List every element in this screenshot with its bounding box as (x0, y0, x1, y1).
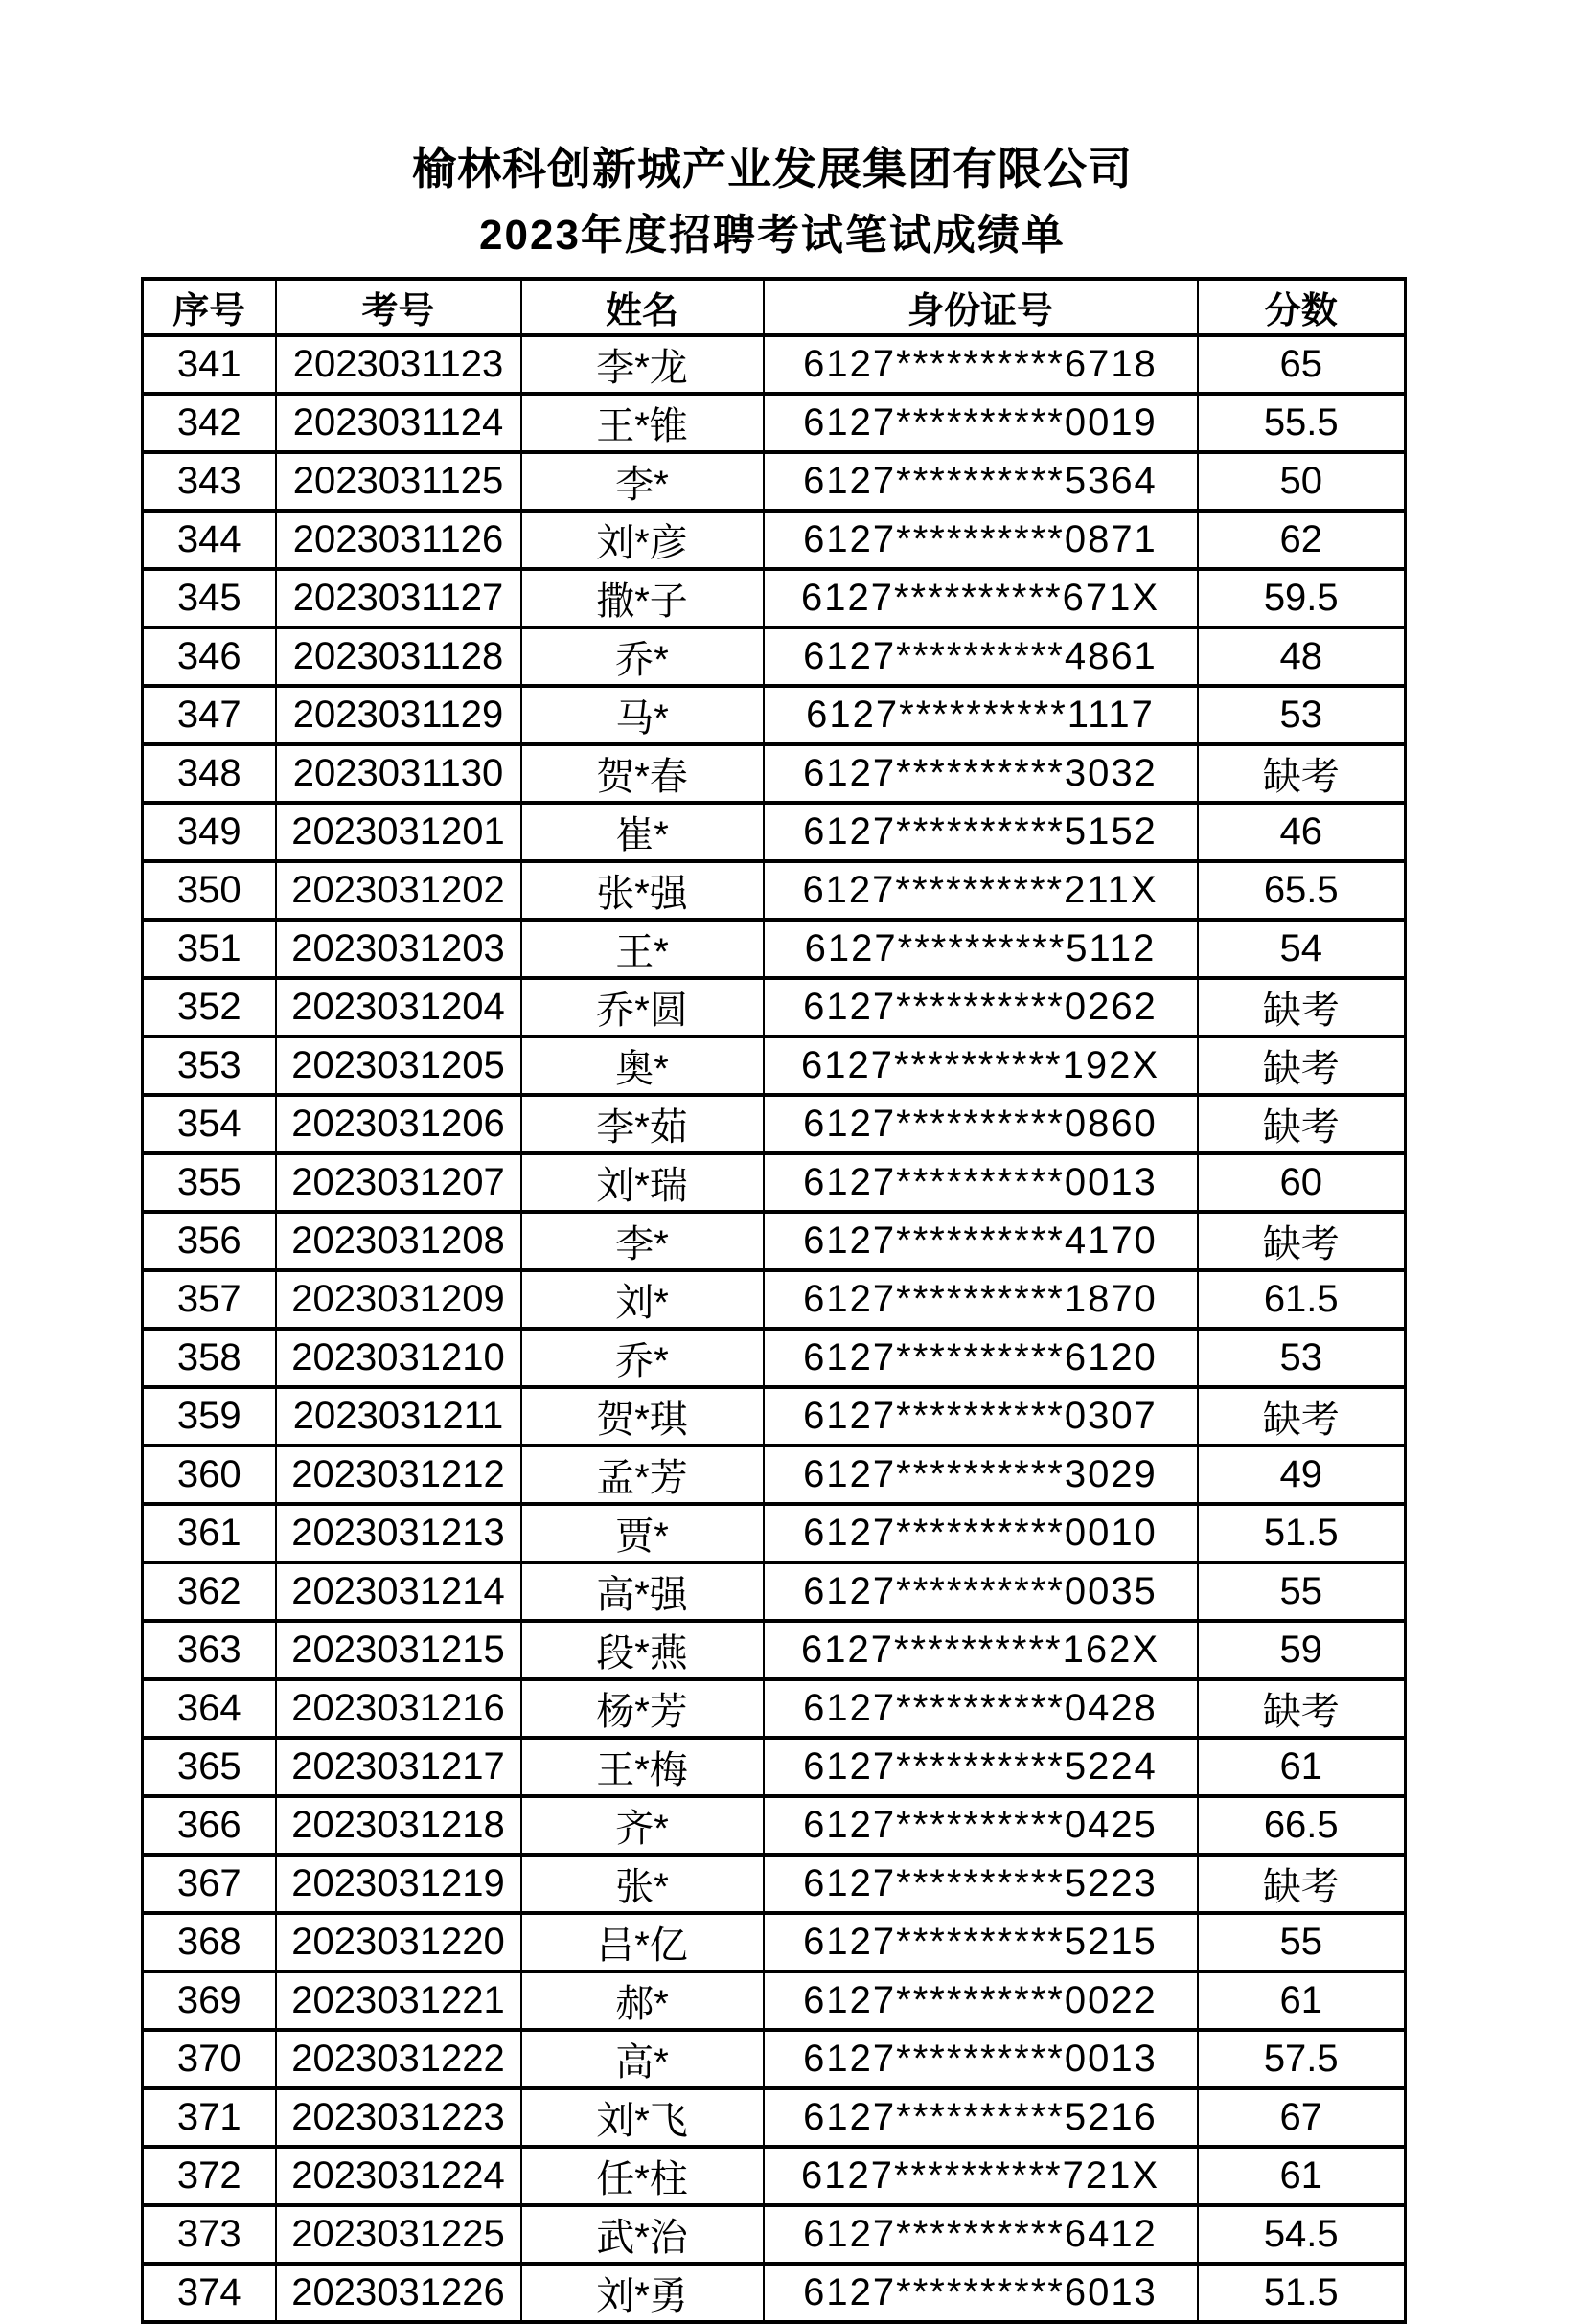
cell-score: 65.5 (1198, 861, 1406, 920)
cell-score: 54 (1198, 920, 1406, 978)
cell-serial: 349 (143, 803, 276, 861)
cell-exam-number: 2023031128 (276, 627, 521, 686)
column-header-id-number: 身份证号 (764, 279, 1198, 335)
table-row (143, 1504, 1406, 1562)
score-table (141, 277, 1407, 2324)
cell-serial: 371 (143, 2088, 276, 2147)
cell-name: 刘*飞 (521, 2088, 764, 2147)
cell-name: 崔* (521, 803, 764, 861)
table-row (143, 2088, 1406, 2147)
cell-exam-number: 2023031208 (276, 1212, 521, 1270)
column-header-exam-number: 考号 (276, 279, 521, 335)
cell-score: 49 (1198, 1446, 1406, 1504)
cell-id-number: 6127**********5224 (764, 1738, 1198, 1796)
cell-score: 62 (1198, 511, 1406, 569)
cell-serial: 364 (143, 1679, 276, 1738)
cell-name: 乔* (521, 627, 764, 686)
cell-serial: 358 (143, 1329, 276, 1387)
table-row (143, 1329, 1406, 1387)
cell-id-number: 6127**********162X (764, 1621, 1198, 1679)
table-row (143, 1446, 1406, 1504)
cell-score: 65 (1198, 335, 1406, 394)
cell-id-number: 6127**********0013 (764, 2030, 1198, 2088)
cell-name: 郝* (521, 1971, 764, 2030)
cell-name: 李*茹 (521, 1095, 764, 1153)
cell-exam-number: 2023031225 (276, 2205, 521, 2264)
cell-serial: 365 (143, 1738, 276, 1796)
cell-id-number: 6127**********5223 (764, 1855, 1198, 1913)
cell-serial: 351 (143, 920, 276, 978)
cell-id-number: 6127**********4861 (764, 627, 1198, 686)
cell-serial: 360 (143, 1446, 276, 1504)
cell-serial: 352 (143, 978, 276, 1037)
cell-name: 武*治 (521, 2205, 764, 2264)
cell-serial: 373 (143, 2205, 276, 2264)
table-row (143, 2264, 1406, 2322)
cell-serial: 374 (143, 2264, 276, 2322)
table-row (143, 1679, 1406, 1738)
table-row (143, 569, 1406, 627)
cell-serial: 347 (143, 686, 276, 744)
cell-score: 61 (1198, 2147, 1406, 2205)
cell-score: 59 (1198, 1621, 1406, 1679)
cell-exam-number: 2023031209 (276, 1270, 521, 1329)
cell-score: 61 (1198, 1971, 1406, 2030)
cell-name: 王* (521, 920, 764, 978)
table-row (143, 1913, 1406, 1971)
cell-serial: 361 (143, 1504, 276, 1562)
cell-score: 60 (1198, 1153, 1406, 1212)
cell-score: 55 (1198, 1913, 1406, 1971)
cell-score: 缺考 (1198, 1037, 1406, 1095)
cell-score: 缺考 (1198, 1387, 1406, 1446)
cell-name: 乔* (521, 1329, 764, 1387)
table-row (143, 1153, 1406, 1212)
cell-id-number: 6127**********5364 (764, 452, 1198, 511)
cell-id-number: 6127**********5112 (764, 920, 1198, 978)
table-row (143, 1738, 1406, 1796)
cell-score: 55 (1198, 1562, 1406, 1621)
cell-name: 齐* (521, 1796, 764, 1855)
table-row (143, 452, 1406, 511)
table-row (143, 1971, 1406, 2030)
cell-name: 刘*彦 (521, 511, 764, 569)
cell-name: 吕*亿 (521, 1913, 764, 1971)
cell-id-number: 6127**********3032 (764, 744, 1198, 803)
cell-id-number: 6127**********5215 (764, 1913, 1198, 1971)
cell-id-number: 6127**********192X (764, 1037, 1198, 1095)
cell-exam-number: 2023031224 (276, 2147, 521, 2205)
cell-name: 撒*子 (521, 569, 764, 627)
cell-serial: 356 (143, 1212, 276, 1270)
cell-score: 55.5 (1198, 394, 1406, 452)
cell-serial: 350 (143, 861, 276, 920)
cell-id-number: 6127**********0860 (764, 1095, 1198, 1153)
table-row (143, 978, 1406, 1037)
cell-name: 王*梅 (521, 1738, 764, 1796)
cell-score: 53 (1198, 1329, 1406, 1387)
document-title-subtitle: 2023年度招聘考试笔试成绩单 (479, 211, 1066, 259)
cell-serial: 348 (143, 744, 276, 803)
cell-score: 61.5 (1198, 1270, 1406, 1329)
cell-score: 缺考 (1198, 744, 1406, 803)
cell-score: 缺考 (1198, 1095, 1406, 1153)
cell-score: 46 (1198, 803, 1406, 861)
cell-exam-number: 2023031205 (276, 1037, 521, 1095)
cell-serial: 369 (143, 1971, 276, 2030)
table-row (143, 2147, 1406, 2205)
cell-name: 贾* (521, 1504, 764, 1562)
document-title-company: 榆林科创新城产业发展集团有限公司 (412, 144, 1133, 194)
cell-score: 67 (1198, 2088, 1406, 2147)
table-header-row (143, 279, 1406, 335)
table-row (143, 1562, 1406, 1621)
cell-serial: 344 (143, 511, 276, 569)
cell-score: 57.5 (1198, 2030, 1406, 2088)
cell-serial: 355 (143, 1153, 276, 1212)
cell-serial: 354 (143, 1095, 276, 1153)
cell-id-number: 6127**********0871 (764, 511, 1198, 569)
cell-exam-number: 2023031223 (276, 2088, 521, 2147)
cell-name: 李* (521, 452, 764, 511)
cell-id-number: 6127**********211X (764, 861, 1198, 920)
cell-id-number: 6127**********6412 (764, 2205, 1198, 2264)
cell-id-number: 6127**********0425 (764, 1796, 1198, 1855)
table-row (143, 1621, 1406, 1679)
table-row (143, 1855, 1406, 1913)
cell-exam-number: 2023031210 (276, 1329, 521, 1387)
cell-id-number: 6127**********4170 (764, 1212, 1198, 1270)
column-header-name: 姓名 (521, 279, 764, 335)
cell-score: 48 (1198, 627, 1406, 686)
cell-name: 刘* (521, 1270, 764, 1329)
cell-id-number: 6127**********0307 (764, 1387, 1198, 1446)
document-sheet (141, 0, 1404, 2324)
cell-serial: 362 (143, 1562, 276, 1621)
table-row (143, 394, 1406, 452)
table-row (143, 1270, 1406, 1329)
column-header-score: 分数 (1198, 279, 1406, 335)
cell-id-number: 6127**********0262 (764, 978, 1198, 1037)
cell-exam-number: 2023031222 (276, 2030, 521, 2088)
cell-exam-number: 2023031207 (276, 1153, 521, 1212)
table-row (143, 511, 1406, 569)
cell-serial: 363 (143, 1621, 276, 1679)
cell-serial: 368 (143, 1913, 276, 1971)
cell-id-number: 6127**********0013 (764, 1153, 1198, 1212)
cell-score: 51.5 (1198, 1504, 1406, 1562)
cell-score: 53 (1198, 686, 1406, 744)
cell-serial: 367 (143, 1855, 276, 1913)
column-header-serial: 序号 (143, 279, 276, 335)
cell-exam-number: 2023031216 (276, 1679, 521, 1738)
cell-exam-number: 2023031214 (276, 1562, 521, 1621)
cell-name: 刘*瑞 (521, 1153, 764, 1212)
cell-score: 缺考 (1198, 1212, 1406, 1270)
table-row (143, 335, 1406, 394)
table-row (143, 744, 1406, 803)
table-row (143, 627, 1406, 686)
cell-serial: 370 (143, 2030, 276, 2088)
cell-exam-number: 2023031206 (276, 1095, 521, 1153)
table-row (143, 1387, 1406, 1446)
table-row (143, 2030, 1406, 2088)
table-row (143, 803, 1406, 861)
cell-name: 杨*芳 (521, 1679, 764, 1738)
cell-name: 任*柱 (521, 2147, 764, 2205)
cell-id-number: 6127**********1117 (764, 686, 1198, 744)
cell-name: 孟*芳 (521, 1446, 764, 1504)
cell-serial: 345 (143, 569, 276, 627)
table-row (143, 861, 1406, 920)
cell-exam-number: 2023031212 (276, 1446, 521, 1504)
cell-serial: 343 (143, 452, 276, 511)
cell-serial: 366 (143, 1796, 276, 1855)
cell-exam-number: 2023031127 (276, 569, 521, 627)
cell-score: 59.5 (1198, 569, 1406, 627)
cell-name: 贺*春 (521, 744, 764, 803)
cell-exam-number: 2023031217 (276, 1738, 521, 1796)
cell-score: 51.5 (1198, 2264, 1406, 2322)
cell-serial: 359 (143, 1387, 276, 1446)
table-row (143, 1212, 1406, 1270)
cell-serial: 353 (143, 1037, 276, 1095)
cell-id-number: 6127**********5152 (764, 803, 1198, 861)
cell-score: 61 (1198, 1738, 1406, 1796)
cell-exam-number: 2023031220 (276, 1913, 521, 1971)
cell-exam-number: 2023031126 (276, 511, 521, 569)
cell-id-number: 6127**********6120 (764, 1329, 1198, 1387)
table-row (143, 1037, 1406, 1095)
cell-score: 50 (1198, 452, 1406, 511)
cell-name: 王*锥 (521, 394, 764, 452)
cell-exam-number: 2023031124 (276, 394, 521, 452)
table-row (143, 2205, 1406, 2264)
cell-serial: 372 (143, 2147, 276, 2205)
cell-exam-number: 2023031219 (276, 1855, 521, 1913)
table-row (143, 920, 1406, 978)
cell-exam-number: 2023031211 (276, 1387, 521, 1446)
table-row (143, 1095, 1406, 1153)
cell-exam-number: 2023031221 (276, 1971, 521, 2030)
cell-name: 刘*勇 (521, 2264, 764, 2322)
cell-name: 段*燕 (521, 1621, 764, 1679)
cell-score: 66.5 (1198, 1796, 1406, 1855)
cell-serial: 342 (143, 394, 276, 452)
cell-exam-number: 2023031129 (276, 686, 521, 744)
cell-id-number: 6127**********5216 (764, 2088, 1198, 2147)
cell-score: 缺考 (1198, 978, 1406, 1037)
cell-name: 李* (521, 1212, 764, 1270)
cell-id-number: 6127**********0010 (764, 1504, 1198, 1562)
cell-exam-number: 2023031125 (276, 452, 521, 511)
table-header (143, 279, 1406, 335)
cell-name: 张* (521, 1855, 764, 1913)
table-row (143, 1796, 1406, 1855)
cell-name: 贺*琪 (521, 1387, 764, 1446)
cell-exam-number: 2023031203 (276, 920, 521, 978)
cell-id-number: 6127**********6013 (764, 2264, 1198, 2322)
table-row (143, 686, 1406, 744)
cell-exam-number: 2023031226 (276, 2264, 521, 2322)
cell-score: 缺考 (1198, 1679, 1406, 1738)
cell-score: 54.5 (1198, 2205, 1406, 2264)
cell-id-number: 6127**********6718 (764, 335, 1198, 394)
cell-serial: 341 (143, 335, 276, 394)
cell-exam-number: 2023031123 (276, 335, 521, 394)
cell-name: 李*龙 (521, 335, 764, 394)
cell-id-number: 6127**********0428 (764, 1679, 1198, 1738)
cell-name: 张*强 (521, 861, 764, 920)
cell-exam-number: 2023031215 (276, 1621, 521, 1679)
cell-name: 高* (521, 2030, 764, 2088)
cell-id-number: 6127**********671X (764, 569, 1198, 627)
table-body (143, 335, 1406, 2322)
cell-name: 马* (521, 686, 764, 744)
cell-exam-number: 2023031213 (276, 1504, 521, 1562)
cell-id-number: 6127**********3029 (764, 1446, 1198, 1504)
cell-serial: 357 (143, 1270, 276, 1329)
cell-exam-number: 2023031201 (276, 803, 521, 861)
cell-id-number: 6127**********1870 (764, 1270, 1198, 1329)
cell-exam-number: 2023031130 (276, 744, 521, 803)
cell-exam-number: 2023031204 (276, 978, 521, 1037)
cell-exam-number: 2023031202 (276, 861, 521, 920)
cell-name: 奥* (521, 1037, 764, 1095)
cell-id-number: 6127**********721X (764, 2147, 1198, 2205)
cell-id-number: 6127**********0022 (764, 1971, 1198, 2030)
cell-score: 缺考 (1198, 1855, 1406, 1913)
cell-name: 乔*圆 (521, 978, 764, 1037)
cell-name: 高*强 (521, 1562, 764, 1621)
cell-id-number: 6127**********0019 (764, 394, 1198, 452)
cell-id-number: 6127**********0035 (764, 1562, 1198, 1621)
cell-exam-number: 2023031218 (276, 1796, 521, 1855)
cell-serial: 346 (143, 627, 276, 686)
